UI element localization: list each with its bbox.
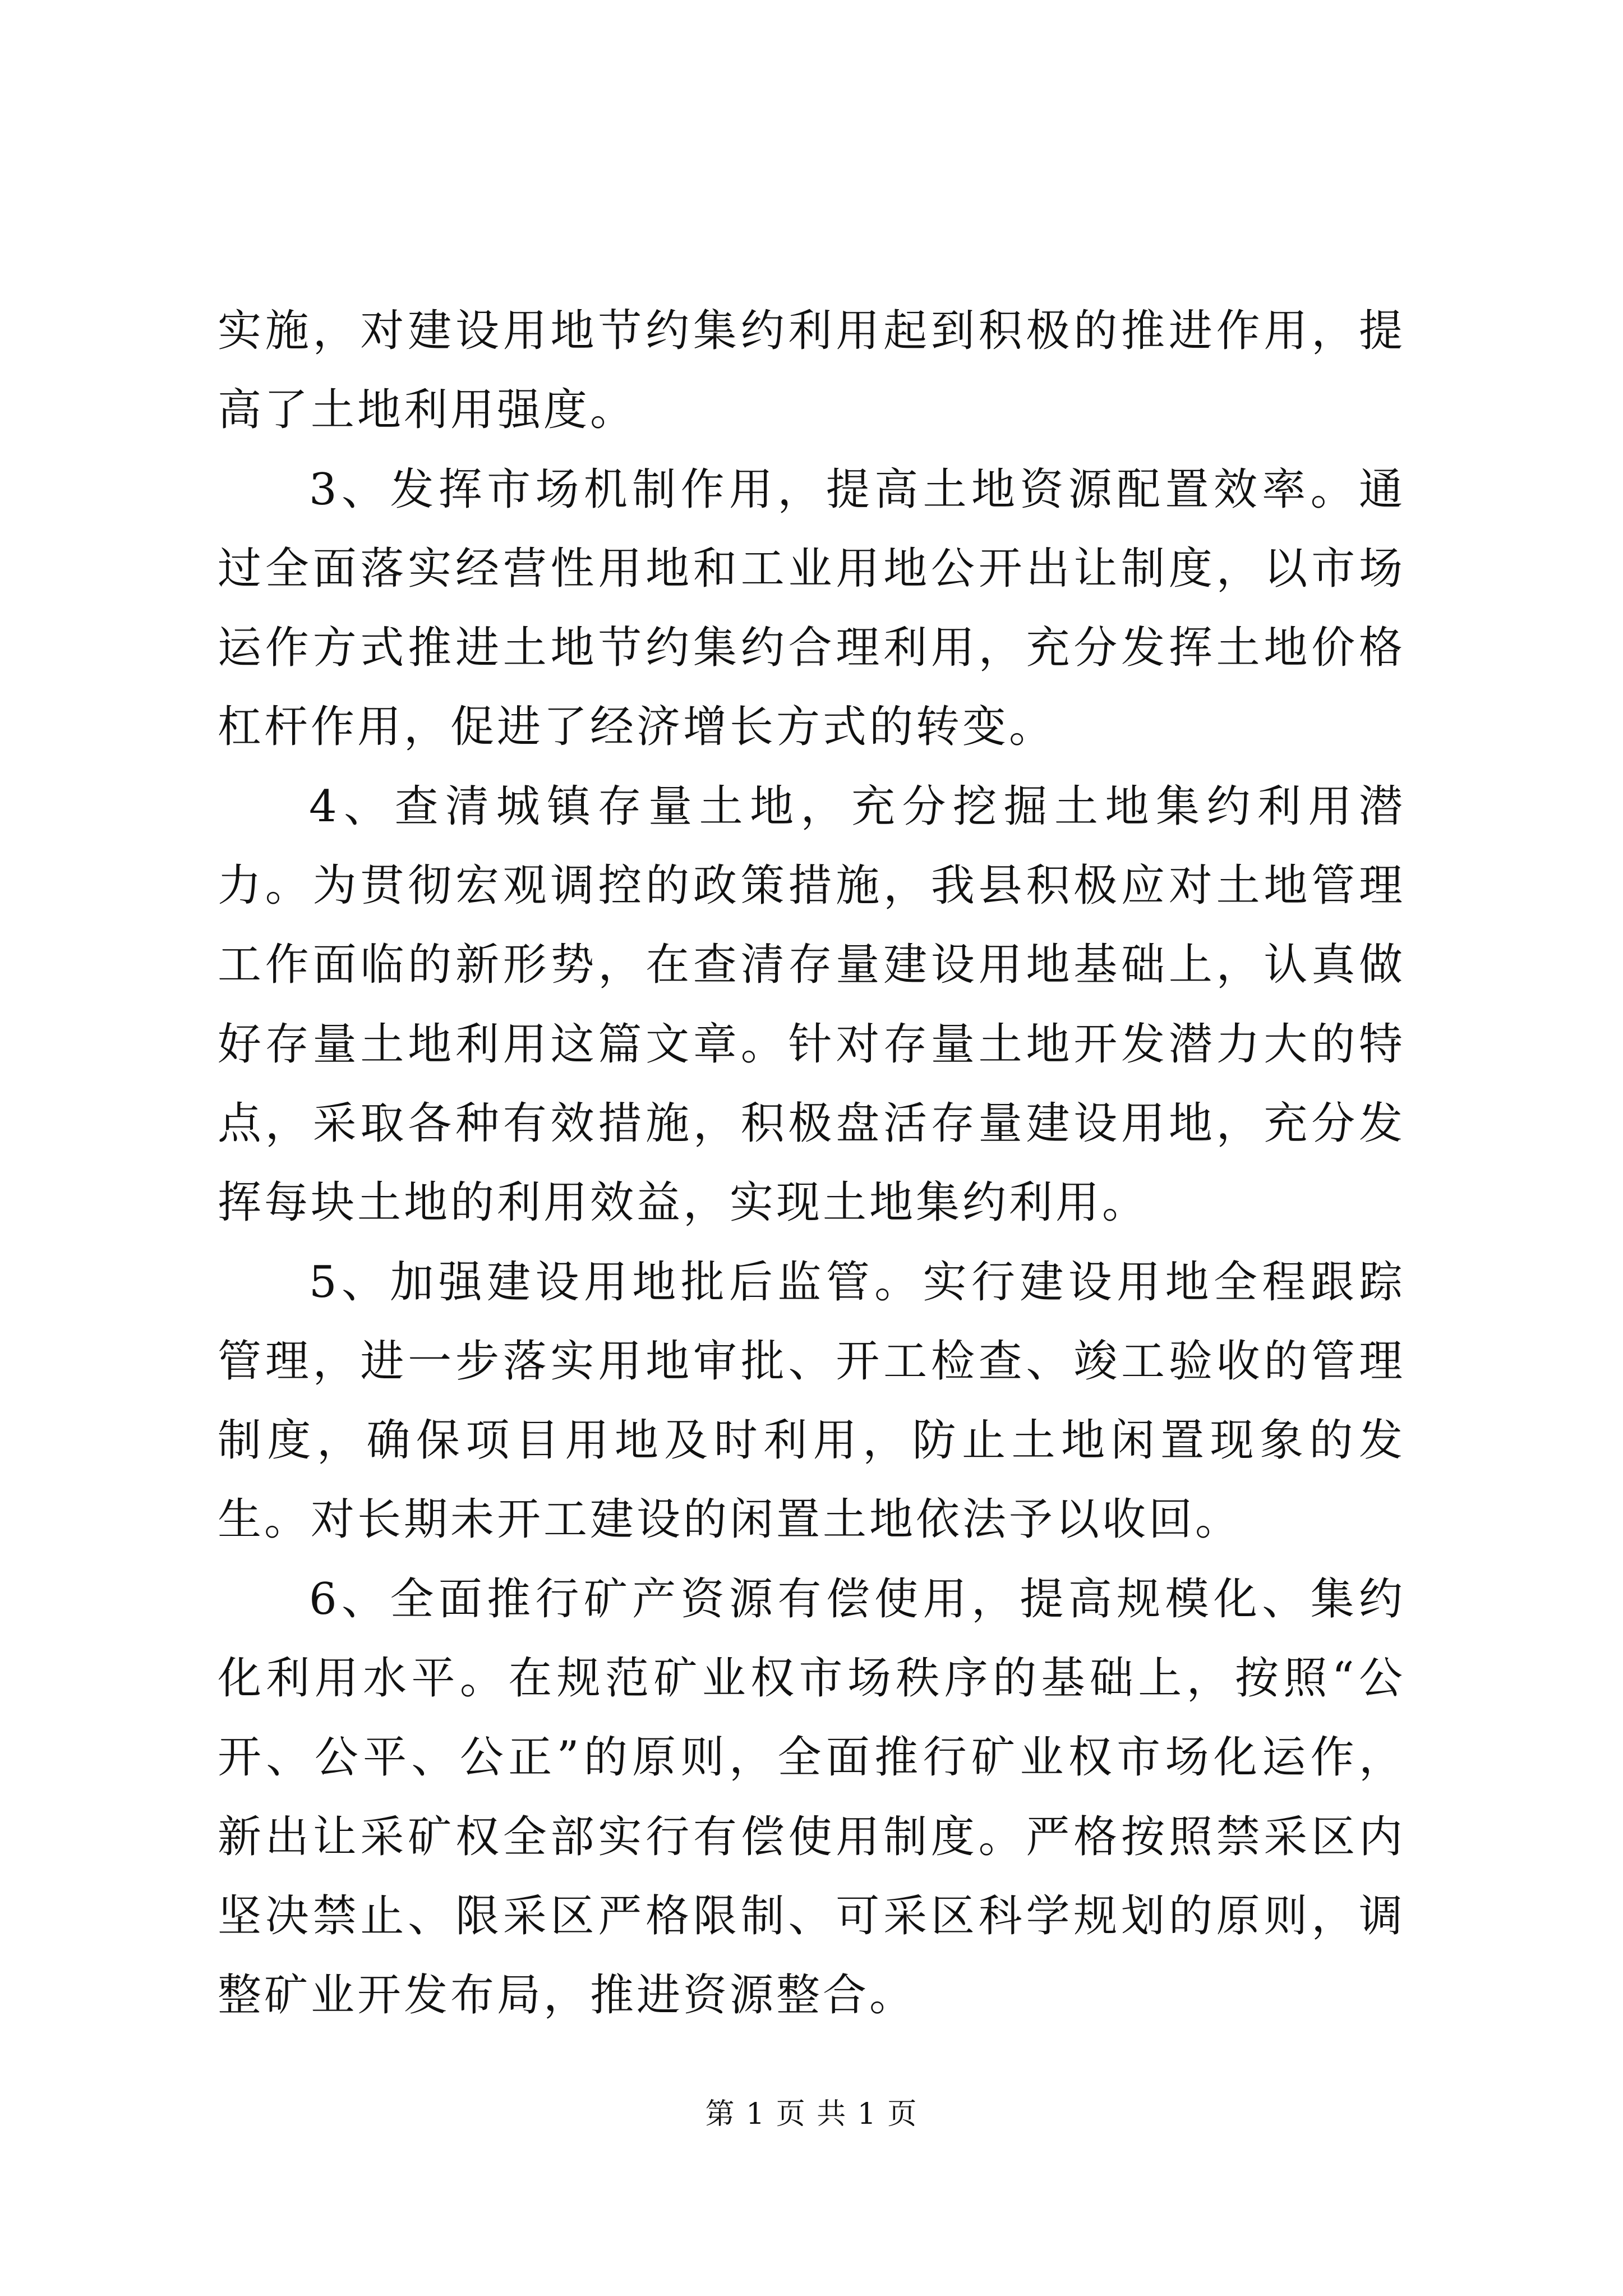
paragraph-3: 3、发挥市场机制作用，提高土地资源配置效率。通过全面落实经营性用地和工业用地公开出让制度，以市场运作方式推进土地节约集约合理利用，充分发挥土地价格杠杆作用，促进了经济增长方式的转变。: [218, 464, 1405, 753]
paragraph-5: 5、加强建设用地批后监管。实行建设用地全程跟踪管理，进一步落实用地审批、开工检查、竣工验收的管理制度，确保项目用地及时利用，防止土地闲置现象的发生。对长期未开工建设的闲置土地依法予以收回。: [218, 1257, 1405, 1545]
paragraph-6: 6、全面推行矿产资源有偿使用，提高规模化、集约化利用水平。在规范矿业权市场秩序的基础上，按照“公开、公平、公正”的原则，全面推行矿业权市场化运作，新出让采矿权全部实行有偿使用制度。严格按照禁采区内坚决禁止、限采区严格限制、可采区科学规划的原则，调整矿业开发布局，推进资源整合。: [218, 1573, 1405, 2021]
paragraph-4: 4、查清城镇存量土地，充分挖掘土地集约利用潜力。为贯彻宏观调控的政策措施，我县积极应对土地管理工作面临的新形势，在查清存量建设用地基础上，认真做好存量土地利用这篇文章。针对存量土地开发潜力大的特点，采取各种有效措施，积极盘活存量建设用地，充分发挥每块土地的利用效益，实现土地集约利用。: [218, 781, 1405, 1228]
paragraph-continuation: 实施，对建设用地节约集约利用起到积极的推进作用，提高了土地利用强度。: [218, 306, 1405, 436]
page-footer: 第 1 页 共 1 页: [705, 2097, 918, 2131]
document-body: [218, 292, 1405, 2036]
